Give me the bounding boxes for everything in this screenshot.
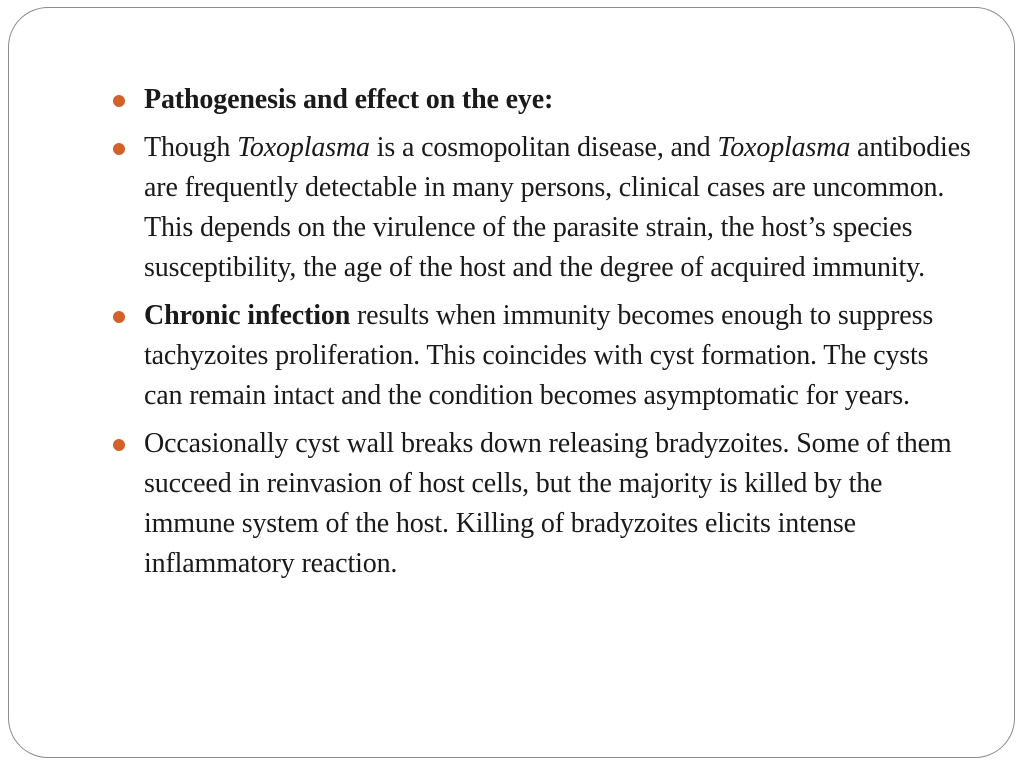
bullet-item-cyst-breakdown [113,424,973,584]
bullet-text: results when immunity becomes enough to suppress tachyzoites proliferation. This coincides with cyst formation. The cysts can remain intact and the condition becomes asymptomatic for years. [144,300,934,411]
organism-name: Toxoplasma [237,132,370,163]
organism-name: Toxoplasma [717,132,851,163]
slide-content [113,80,973,592]
bullet-text: is a cosmopolitan disease, and [369,132,718,163]
bullet-dot-icon [113,439,125,451]
bullet-dot-icon [113,143,125,155]
bullet-text: Though [144,132,238,163]
bullet-dot-icon [113,311,125,323]
bullet-item-pathogenesis [113,128,973,288]
bullet-item-chronic-infection [113,296,973,416]
key-term: Chronic infection [144,300,351,331]
bullet-text: Occasionally cyst wall breaks down releasing bradyzoites. Some of them succeed in reinvasion of host cells, but the majority is killed by the immune system of the host. Killing of bradyzoites elicits intense inflammatory reaction. [144,428,952,579]
bullet-item-heading [113,80,973,120]
bullet-dot-icon [113,95,125,107]
section-heading: Pathogenesis and effect on the eye: [144,84,554,115]
bullet-text: antibodies are frequently detectable in many persons, clinical cases are uncommon. This depends on the virulence of the parasite strain, the host’s species susceptibility, the age of the host and the degree of acquired immunity. [144,132,971,283]
